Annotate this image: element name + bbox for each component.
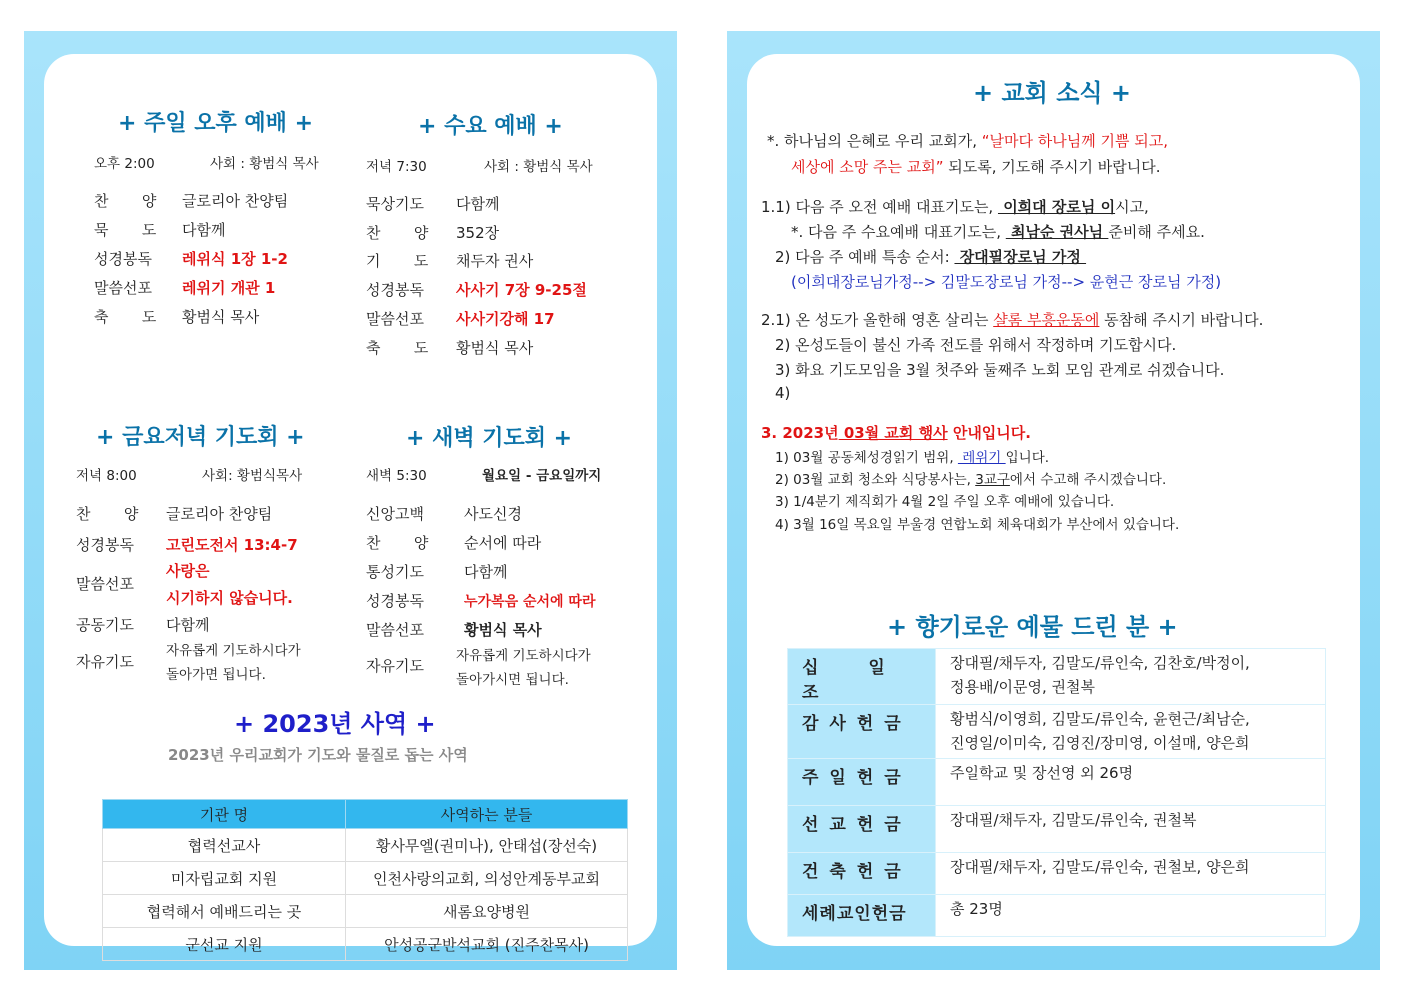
wednesday-label: 묵상기도	[366, 195, 424, 213]
wednesday-value: 352장	[456, 224, 500, 242]
table-row	[103, 928, 628, 961]
friday-label: 공동기도	[76, 616, 134, 634]
friday-value: 자유롭게 기도하시다가	[166, 643, 301, 659]
news-text: 동참해 주시기 바랍니다.	[1099, 311, 1264, 329]
table-row	[788, 853, 1326, 895]
sunday-pm-value: 글로리아 찬양팀	[182, 192, 289, 210]
table-cell: 미자립교회 지원	[103, 862, 346, 895]
sunday-pm-label: 성경봉독	[94, 250, 152, 268]
dawn-label: 신앙고백	[366, 505, 424, 523]
sunday-pm-value: 황범식 목사	[182, 308, 260, 326]
news-item-3-4: 3) 1/4분기 제직회가 4월 2일 주일 오후 예배에 있습니다.	[775, 494, 1115, 510]
news-item-3-3	[775, 468, 1166, 488]
offering-value	[936, 649, 1326, 705]
news-intro-line1	[767, 130, 1168, 151]
right-card	[747, 54, 1360, 946]
wednesday-time: 저녁 7:30	[366, 159, 427, 175]
dawn-value: 자유롭게 기도하시다가	[456, 648, 591, 664]
news-text: 시고,	[1115, 198, 1149, 216]
dawn-label: 성경봉독	[366, 592, 424, 610]
friday-label: 성경봉독	[76, 536, 134, 554]
wednesday-label: 축 도	[366, 339, 429, 357]
friday-value: 사랑은	[166, 562, 210, 580]
news-text: 2.1) 온 성도가 올한해 영혼 살리는	[761, 311, 994, 329]
offering-line: 장대필/채두자, 김말도/류인숙, 권철복	[950, 811, 1197, 829]
news-item-2-2: 2) 온성도들이 불신 가족 전도를 위해서 작정하며 기도합시다.	[775, 336, 1177, 354]
friday-value: 다함께	[166, 616, 210, 634]
friday-time: 저녁 8:00	[76, 468, 137, 484]
wednesday-label: 성경봉독	[366, 281, 424, 299]
news-name: 이희대 장로님 이	[997, 198, 1116, 216]
news-text: 입니다.	[1005, 450, 1050, 466]
sunday-pm-title: + 주일 오후 예배 +	[118, 111, 314, 136]
offering-line: 총 23명	[950, 900, 1003, 918]
news-item-1-1	[761, 196, 1149, 217]
news-highlight: 샬롬 부흥운동에	[993, 311, 1100, 329]
news-item-1-1b	[791, 221, 1205, 242]
dawn-title: + 새벽 기도회 +	[406, 426, 573, 451]
sunday-pm-label: 말씀선포	[94, 279, 152, 297]
dawn-value: 돌아가시면 됩니다.	[456, 672, 569, 688]
news-text: *. 하나님의 은혜로 우리 교회가,	[767, 132, 982, 150]
friday-value: 시기하지 않습니다.	[166, 589, 293, 607]
table-cell: 안성공군반석교회 (진주찬목사)	[346, 928, 628, 961]
offering-value	[936, 806, 1326, 853]
left-panel	[24, 31, 677, 970]
offering-label: 건축헌금	[788, 853, 936, 895]
offering-label: 선교헌금	[788, 806, 936, 853]
right-panel	[727, 31, 1380, 970]
news-item-3-2	[775, 446, 1049, 466]
dawn-value: 순서에 따라	[464, 534, 542, 552]
friday-host: 사회: 황범식목사	[202, 468, 303, 484]
offering-line: 장대필/채두자, 김말도/류인숙, 김찬호/박정이,	[950, 654, 1250, 672]
news-intro-line2	[791, 156, 1160, 177]
dawn-label: 찬 양	[366, 534, 429, 552]
friday-value: 고린도전서 13:4-7	[166, 536, 298, 554]
sunday-pm-label: 묵 도	[94, 221, 157, 239]
offering-line: 정용배/이문영, 권철복	[950, 678, 1096, 696]
dawn-value: 다함께	[464, 563, 508, 581]
news-name: 장대필장로님 가정	[954, 248, 1087, 266]
offering-line: 주일학교 및 장선영 외 26명	[950, 764, 1134, 782]
dawn-label: 통성기도	[366, 563, 424, 581]
friday-label: 자유기도	[76, 653, 134, 671]
news-text: *. 다음 주 수요예배 대표기도는,	[791, 223, 1006, 241]
left-card	[44, 54, 657, 954]
friday-label: 말씀선포	[76, 575, 134, 593]
wednesday-label: 말씀선포	[366, 310, 424, 328]
offering-value	[936, 895, 1326, 937]
table-row	[103, 862, 628, 895]
dawn-value: 누가복음 순서에 따라	[464, 594, 596, 610]
news-text: 3. 2023년	[761, 424, 839, 442]
wednesday-value: 채두자 권사	[456, 252, 534, 270]
news-text: 2) 03월 교회 청소와 식당봉사는,	[775, 472, 976, 488]
table-header: 기관 명	[103, 800, 346, 829]
news-item-2-1	[761, 309, 1263, 330]
news-item-1-2	[775, 246, 1086, 267]
news-highlight: “날마다 하나님께 기쁨 되고,	[981, 132, 1168, 150]
news-highlight: 세상에 소망 주는 교회”	[791, 158, 944, 176]
wednesday-label: 찬 양	[366, 224, 429, 242]
table-row	[788, 895, 1326, 937]
offering-label: 주일헌금	[788, 759, 936, 806]
news-title: + 교회 소식 +	[973, 79, 1132, 107]
offering-table	[787, 648, 1326, 937]
friday-value: 글로리아 찬양팀	[166, 505, 273, 523]
table-row	[788, 705, 1326, 759]
dawn-label: 자유기도	[366, 657, 424, 675]
sunday-pm-host: 사회 : 황범식 목사	[210, 156, 319, 172]
offering-value	[936, 759, 1326, 806]
news-item-2-4: 4)	[775, 384, 791, 402]
wednesday-value: 황범식 목사	[456, 339, 534, 357]
offering-value	[936, 853, 1326, 895]
sunday-pm-value: 레위기 개관 1	[182, 279, 276, 297]
news-highlight: 3교구	[975, 472, 1010, 488]
mission-subtitle: 2023년 우리교회가 기도와 물질로 돕는 사역	[168, 746, 468, 764]
table-row	[103, 895, 628, 928]
offering-line: 장대필/채두자, 김말도/류인숙, 권철보, 양은희	[950, 858, 1250, 876]
dawn-value: 황범식 목사	[464, 621, 542, 639]
table-row	[103, 829, 628, 862]
sunday-pm-time: 오후 2:00	[94, 156, 155, 172]
table-cell: 군선교 지원	[103, 928, 346, 961]
mission-table	[102, 799, 628, 961]
offering-label: 감사헌금	[788, 705, 936, 759]
friday-value: 돌아가면 됩니다.	[166, 667, 266, 683]
offering-line: 진영일/이미숙, 김영진/장미영, 이설매, 양은희	[950, 734, 1250, 752]
table-cell: 새롬요양병원	[346, 895, 628, 928]
offering-label: 세례교인헌금	[788, 895, 936, 937]
dawn-time: 새벽 5:30	[366, 468, 427, 484]
wednesday-value: 다함께	[456, 195, 500, 213]
table-row	[788, 759, 1326, 806]
news-item-2-3: 3) 화요 기도모임을 3월 첫주와 둘째주 노회 모임 관계로 쉬겠습니다.	[775, 361, 1225, 379]
table-cell: 인천사랑의교회, 의성안계동부교회	[346, 862, 628, 895]
dawn-days: 월요일 - 금요일까지	[482, 468, 602, 484]
news-text: 1.1) 다음 주 오전 예배 대표기도는,	[761, 198, 998, 216]
news-item-3-1	[761, 422, 1031, 443]
table-cell: 협력해서 예배드리는 곳	[103, 895, 346, 928]
wednesday-title: + 수요 예배 +	[418, 114, 563, 139]
news-text: 준비해 주세요.	[1108, 223, 1205, 241]
friday-label: 찬 양	[76, 505, 139, 523]
mission-title: + 2023년 사역 +	[234, 710, 436, 738]
offering-title: + 향기로운 예물 드린 분 +	[887, 613, 1178, 641]
wednesday-label: 기 도	[366, 252, 429, 270]
table-row	[788, 806, 1326, 853]
news-text: 에서 수고해 주시겠습니다.	[1009, 472, 1167, 488]
news-name: 최남순 권사님	[1005, 223, 1109, 241]
wednesday-host: 사회 : 황범식 목사	[484, 159, 593, 175]
friday-title: + 금요저녁 기도회 +	[96, 425, 305, 450]
table-cell: 협력선교사	[103, 829, 346, 862]
sunday-pm-value: 다함께	[182, 221, 226, 239]
wednesday-value: 사사기 7장 9-25절	[456, 281, 587, 299]
news-text: 2) 다음 주 예배 특송 순서:	[775, 248, 955, 266]
offering-value	[936, 705, 1326, 759]
table-cell: 황사무엘(권미나), 안태섭(장선숙)	[346, 829, 628, 862]
offering-line: 황범식/이영희, 김말도/류인숙, 윤현근/최남순,	[950, 710, 1250, 728]
table-row	[788, 649, 1326, 705]
news-text: 1) 03월 공동체성경읽기 범위,	[775, 450, 958, 466]
offering-label: 십 일 조	[788, 649, 936, 705]
dawn-label: 말씀선포	[366, 621, 424, 639]
news-highlight: 03월 교회 행사	[838, 424, 948, 442]
news-text: 안내입니다.	[947, 424, 1031, 442]
sunday-pm-label: 축 도	[94, 308, 157, 326]
wednesday-value: 사사기강해 17	[456, 310, 555, 328]
dawn-value: 사도신경	[464, 505, 522, 523]
table-header: 사역하는 분들	[346, 800, 628, 829]
sunday-pm-label: 찬 양	[94, 192, 157, 210]
table-header-row	[103, 800, 628, 829]
news-item-1-2b: (이희대장로님가정--> 김말도장로님 가정--> 윤현근 장로님 가정)	[791, 273, 1222, 291]
news-text: 되도록, 기도해 주시기 바랍니다.	[943, 158, 1161, 176]
sunday-pm-value: 레위식 1장 1-2	[182, 250, 288, 268]
news-highlight: 레위기	[957, 450, 1006, 466]
news-item-3-5: 4) 3월 16일 목요일 부울경 연합노회 체육대회가 부산에서 있습니다.	[775, 517, 1180, 533]
